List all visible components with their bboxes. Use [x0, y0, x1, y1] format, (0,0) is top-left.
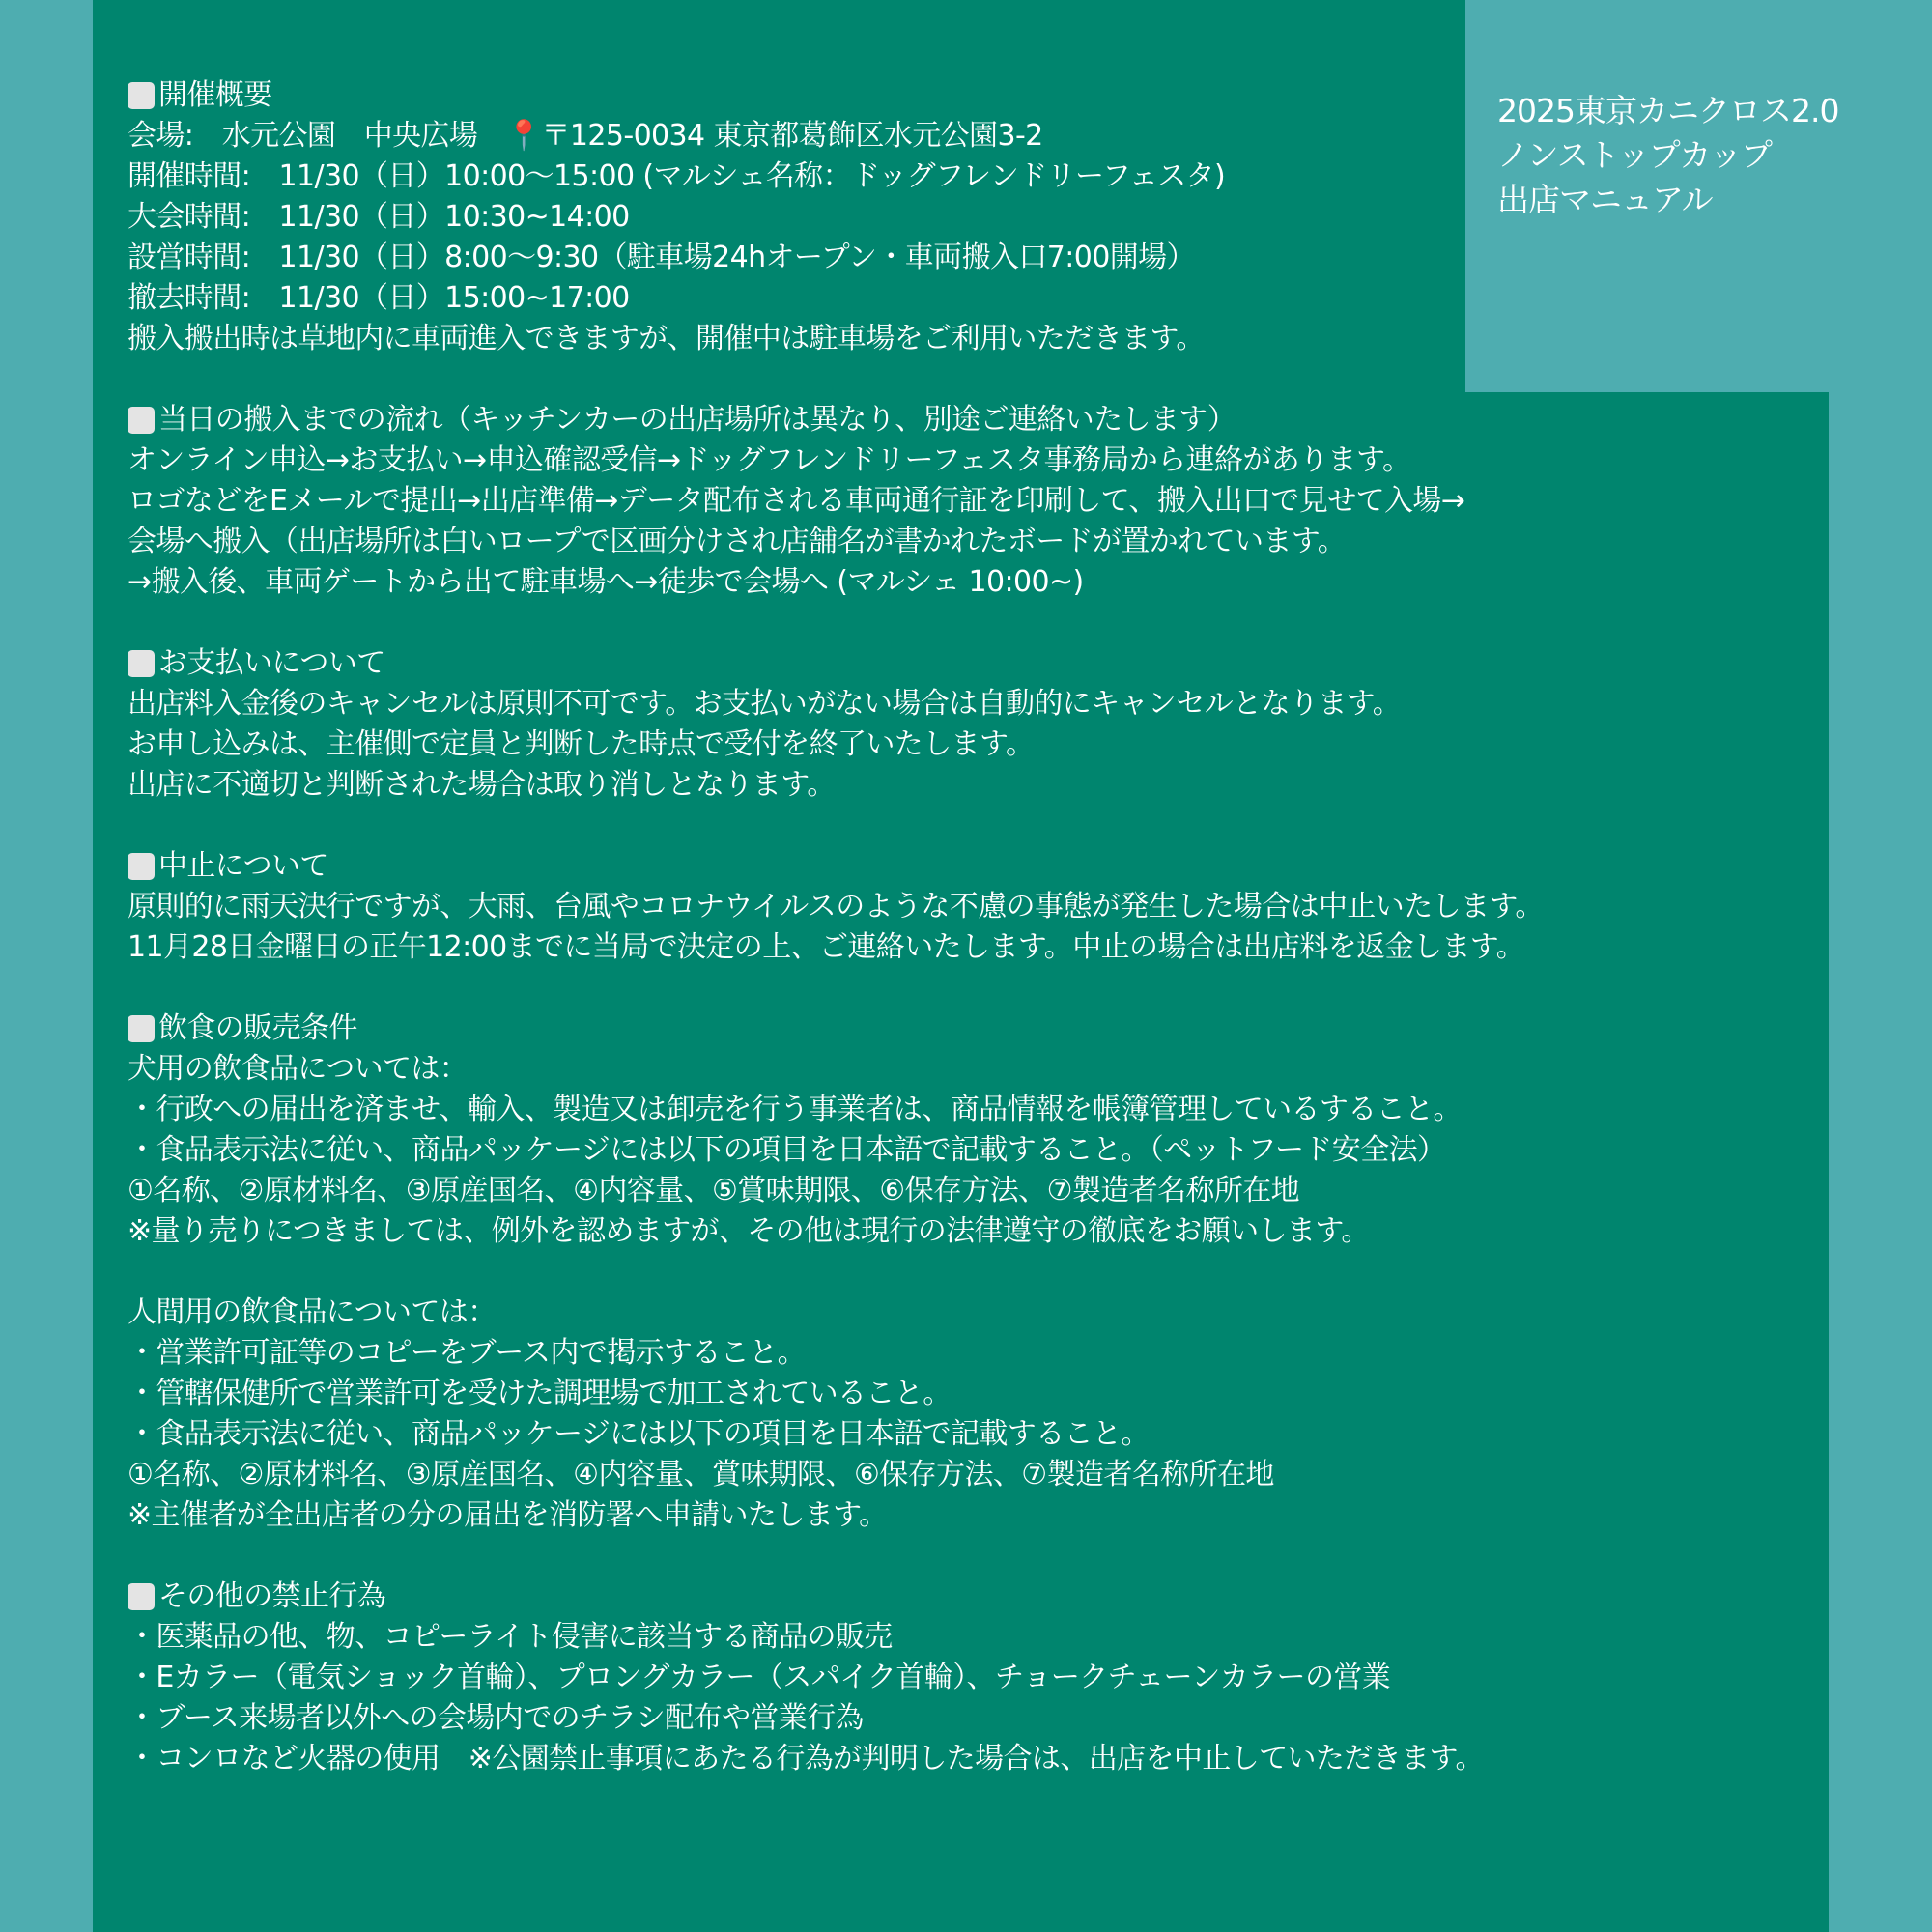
- payment-line: 出店料入金後のキャンセルは原則不可です。お支払いがない場合は自動的にキャンセルとなります。: [128, 687, 1402, 721]
- section-heading-text: 開催概要: [158, 78, 272, 112]
- section-heading-text: 飲食の販売条件: [158, 1011, 357, 1045]
- section-heading: [128, 643, 1544, 684]
- section-heading: [128, 846, 1544, 887]
- prohibited-line: ・コンロなど火器の使用 ※公園禁止事項にあたる行為が判明した場合は、出店を中止していただきます。: [128, 1742, 1484, 1776]
- section-heading-text: 当日の搬入までの流れ（キッチンカーの出店場所は異なり、別途ご連絡いたします）: [158, 403, 1236, 437]
- section-heading-text: その他の禁止行為: [158, 1579, 386, 1613]
- human-food-line: ①名称、②原材料名、③原産国名、④内容量、賞味期限、⑥保存方法、⑦製造者名称所在地: [128, 1458, 1274, 1492]
- vehicle-note-line: 搬入搬出時は草地内に車両進入できますが、開催中は駐車場をご利用いただきます。: [128, 322, 1205, 355]
- payment-line: 出店に不適切と判断された場合は取り消しとなります。: [128, 768, 836, 802]
- section-payment: [128, 643, 1544, 806]
- payment-line: お申し込みは、主催側で定員と判断した時点で受付を終了いたします。: [128, 727, 1035, 761]
- white-square-icon: [128, 1583, 155, 1610]
- venue-address: 〒125-0034 東京都葛飾区水元公園3-2: [541, 119, 1043, 153]
- dog-food-line: ・行政への届出を済ませ、輸入、製造又は卸売を行う事業者は、商品情報を帳簿管理しているすること。: [128, 1093, 1462, 1126]
- title-line-2: ノンストップカップ: [1497, 136, 1773, 174]
- flow-line: →搬入後、車両ゲートから出て駐車場へ→徒歩で会場へ (マルシェ 10:00~): [128, 565, 1084, 599]
- human-food-line: ※主催者が全出店者の分の届出を消防署へ申請いたします。: [128, 1498, 888, 1532]
- white-square-icon: [128, 650, 155, 677]
- title-line-1: 2025東京カニクロス2.0: [1497, 92, 1839, 129]
- pin-icon: 📍: [505, 119, 542, 153]
- venue-label: 会場: 水元公園 中央広場: [128, 119, 506, 153]
- section-cancellation: [128, 846, 1544, 968]
- section-heading: [128, 75, 1544, 116]
- cancellation-line: 原則的に雨天決行ですが、大雨、台風やコロナウイルスのような不慮の事態が発生した場合は中止いたします。: [128, 890, 1544, 923]
- human-food-line: ・管轄保健所で営業許可を受けた調理場で加工されていること。: [128, 1377, 952, 1410]
- human-food-line: 人間用の飲食品については：: [128, 1295, 497, 1329]
- section-food: [128, 1009, 1544, 1252]
- teardown-hours-line: 撤去時間: 11/30（日）15:00~17:00: [128, 281, 630, 315]
- flow-line: ロゴなどをEメールで提出→出店準備→データ配布される車両通行証を印刷して、搬入出口で見せて入場→: [128, 484, 1465, 518]
- dog-food-line: ※量り売りにつきましては、例外を認めますが、その他は現行の法律遵守の徹底をお願いします。: [128, 1214, 1370, 1248]
- manual-content: [128, 75, 1544, 1820]
- human-food-line: ・食品表示法に従い、商品パッケージには以下の項目を日本語で記載すること。: [128, 1417, 1150, 1451]
- section-flow: [128, 400, 1544, 603]
- dog-food-line: 犬用の飲食品については：: [128, 1052, 469, 1086]
- title-line-3: 出店マニュアル: [1497, 181, 1713, 218]
- section-heading: [128, 1577, 1544, 1617]
- section-prohibited: [128, 1577, 1544, 1779]
- dog-food-line: ・食品表示法に従い、商品パッケージには以下の項目を日本語で記載すること。（ペットフード安全法）: [128, 1133, 1446, 1167]
- white-square-icon: [128, 82, 155, 109]
- flow-line: オンライン申込→お支払い→申込確認受信→ドッグフレンドリーフェスタ事務局から連絡があります。: [128, 443, 1411, 477]
- section-overview: [128, 75, 1544, 359]
- human-food-line: ・営業許可証等のコピーをブース内で掲示すること。: [128, 1336, 806, 1370]
- cancellation-line: 11月28日金曜日の正午12:00までに当局で決定の上、ご連絡いたします。中止の場合は出店料を返金します。: [128, 930, 1525, 964]
- section-heading: [128, 1009, 1544, 1049]
- section-human-food: [128, 1293, 1544, 1536]
- prohibited-line: ・医薬品の他、物、コピーライト侵害に該当する商品の販売: [128, 1620, 893, 1654]
- setup-hours-line: 設営時間: 11/30（日）8:00〜9:30（駐車場24hオープン・車両搬入口7:00開場）: [128, 241, 1195, 274]
- document-title: [1497, 89, 1838, 222]
- white-square-icon: [128, 407, 155, 434]
- white-square-icon: [128, 1015, 155, 1042]
- race-hours-line: 大会時間: 11/30（日）10:30~14:00: [128, 200, 630, 234]
- dog-food-line: ①名称、②原材料名、③原産国名、④内容量、⑤賞味期限、⑥保存方法、⑦製造者名称所在地: [128, 1174, 1300, 1208]
- prohibited-line: ・ブース来場者以外への会場内でのチラシ配布や営業行為: [128, 1701, 864, 1735]
- section-heading: [128, 400, 1544, 440]
- section-heading-text: 中止について: [158, 849, 328, 883]
- prohibited-line: ・Eカラー（電気ショック首輪）、プロングカラー（スパイク首輪）、チョークチェーンカラーの営業: [128, 1661, 1391, 1694]
- section-heading-text: お支払いについて: [158, 646, 385, 680]
- white-square-icon: [128, 853, 155, 880]
- flow-line: 会場へ搬入（出店場所は白いロープで区画分けされ店舗名が書かれたボードが置かれています。: [128, 525, 1347, 558]
- event-hours-line: 開催時間: 11/30（日）10:00〜15:00 (マルシェ名称：ドッグフレンドリーフェスタ): [128, 159, 1226, 193]
- venue-line: [128, 116, 1544, 156]
